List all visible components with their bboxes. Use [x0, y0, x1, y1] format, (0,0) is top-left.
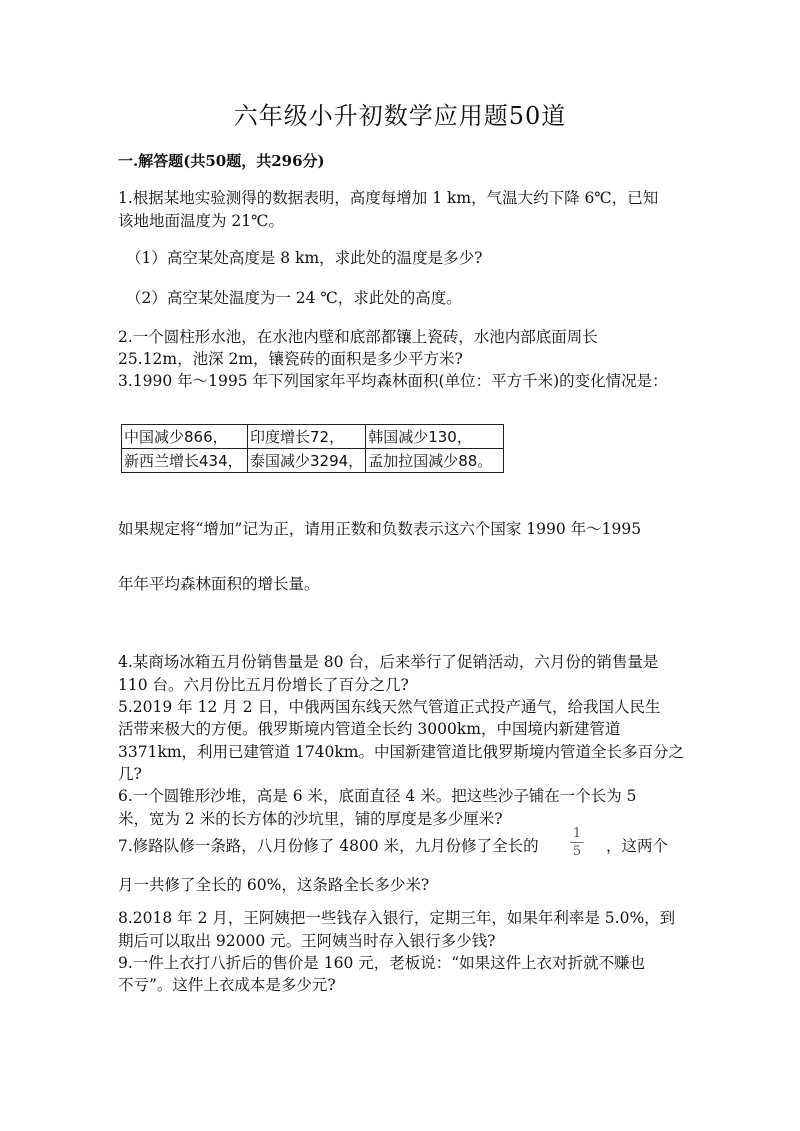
page-title: 六年级小升初数学应用题50道 [233, 102, 567, 130]
table-row [122, 449, 504, 473]
q3-line-1: 3.1990 年～1995 年下列国家年平均森林面积(单位：平方千米)的变化情况是： [118, 372, 668, 390]
q7-line-1a: 7.修路队修一条路，八月份修了 4800 米，九月份修了全长的 [118, 837, 539, 855]
q5-line-3: 3371km，利用已建管道 1740km。中国新建管道比俄罗斯境内管道全长多百分之 [118, 743, 685, 761]
q1-line-2: 该地地面温度为 21℃。 [118, 212, 284, 230]
forest-change-table [121, 424, 504, 473]
fraction-numerator: 1 [572, 826, 582, 841]
q1-sub-1: （1）高空某处高度是 8 km，求此处的温度是多少? [126, 249, 483, 267]
fraction-one-fifth [570, 826, 584, 859]
table-cell: 韩国减少130， [366, 425, 504, 449]
q3-line-3: 年年平均森林面积的增长量。 [118, 575, 320, 593]
q5-line-2: 活带来极大的方便。俄罗斯境内管道全长约 3000km，中国境内新建管道 [118, 720, 621, 738]
q5-line-1: 5.2019 年 12 月 2 日，中俄两国东线天然气管道正式投产通气，给我国人民生 [118, 698, 661, 716]
table-row [122, 425, 504, 449]
q2-line-1: 2.一个圆柱形水池，在水池内壁和底部都镶上瓷砖，水池内部底面周长 [118, 328, 598, 346]
table-cell: 孟加拉国减少88。 [366, 449, 504, 473]
table-cell: 中国减少866， [122, 425, 248, 449]
q4-line-1: 4.某商场冰箱五月份销售量是 80 台，后来举行了促销活动，六月份的销售量是 [118, 653, 659, 671]
q9-line-2: 不亏”。这件上衣成本是多少元? [118, 976, 336, 994]
fraction-denominator: 5 [572, 844, 582, 859]
q9-line-1: 9.一件上衣打八折后的售价是 160 元，老板说：“如果这件上衣对折就不赚也 [118, 954, 646, 972]
table-cell: 印度增长72， [248, 425, 366, 449]
q2-line-2: 25.12m，池深 2m，镶瓷砖的面积是多少平方米? [118, 350, 463, 368]
q3-line-2: 如果规定将“增加”记为正，请用正数和负数表示这六个国家 1990 年～1995 [118, 520, 642, 538]
q6-line-2: 米，宽为 2 米的长方体的沙坑里，铺的厚度是多少厘米? [118, 810, 503, 828]
q5-line-4: 几? [118, 765, 142, 783]
section-heading: 一.解答题(共50题，共296分) [118, 152, 325, 170]
q7-line-2: 月一共修了全长的 60%，这条路全长多少米? [118, 876, 430, 894]
q8-line-1: 8.2018 年 2 月，王阿姨把一些钱存入银行，定期三年，如果年利率是 5.0%，到 [118, 909, 676, 927]
q8-line-2: 期后可以取出 92000 元。王阿姨当时存入银行多少钱? [118, 932, 496, 950]
table-cell: 新西兰增长434， [122, 449, 248, 473]
q7-line-1b: ，这两个 [606, 837, 669, 855]
fraction-bar [570, 842, 584, 843]
q1-line-1: 1.根据某地实验测得的数据表明，高度每增加 1 km，气温大约下降 6℃，已知 [118, 189, 659, 207]
q6-line-1: 6.一个圆锥形沙堆，高是 6 米，底面直径 4 米。把这些沙子铺在一个长为 5 [118, 787, 637, 805]
table-cell: 泰国减少3294， [248, 449, 366, 473]
q4-line-2: 110 台。六月份比五月份增长了百分之几? [118, 676, 409, 694]
q1-sub-2: （2）高空某处温度为一 24 ℃，求此处的高度。 [126, 289, 462, 307]
